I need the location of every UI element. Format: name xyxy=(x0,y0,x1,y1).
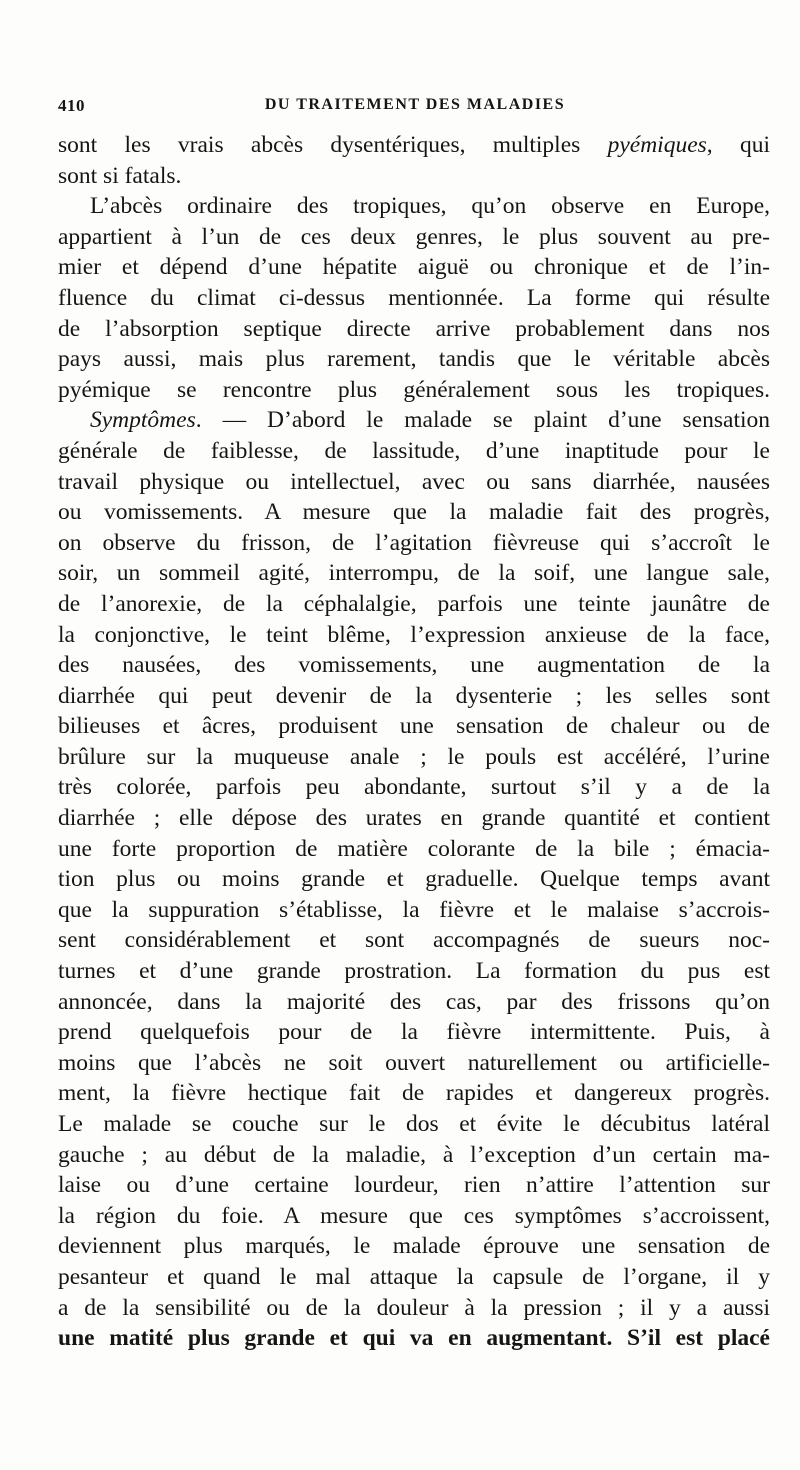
text-line: ou vomissements. A mesure que la maladie fait des progrès, xyxy=(58,499,770,526)
text-line: prend quelquefois pour de la fièvre intermittente. Puis, à xyxy=(58,1019,770,1046)
text-line: laise ou d’une certaine lourdeur, rien n’attire l’attention sur xyxy=(58,1172,770,1199)
text-line: diarrhée ; elle dépose des urates en grande quantité et contient xyxy=(58,805,770,832)
text-line: L’abcès ordinaire des tropiques, qu’on observe en Europe, xyxy=(90,193,770,220)
text-line: de l’absorption septique directe arrive probablement dans nos xyxy=(58,315,770,342)
text-line: turnes et d’une grande prostration. La formation du pus est xyxy=(58,958,770,985)
running-title: DU TRAITEMENT DES MALADIES xyxy=(264,96,566,113)
text-line: brûlure sur la muqueuse anale ; le pouls est accéléré, l’urine xyxy=(58,743,770,770)
text-line: pays aussi, mais plus rarement, tandis que le véritable abcès xyxy=(58,346,770,373)
text-line: que la suppuration s’établisse, la fièvre et le malaise s’accrois- xyxy=(58,896,770,923)
text-line: diarrhée qui peut devenir de la dysenterie ; les selles sont xyxy=(58,682,770,709)
text-line: la conjonctive, le teint blême, l’expression anxieuse de la face, xyxy=(58,621,770,648)
text-line: de l’anorexie, de la céphalalgie, parfois une teinte jaunâtre de xyxy=(58,590,770,617)
text-line: sont les vrais abcès dysentériques, multiples pyémiques, qui xyxy=(58,132,770,158)
text-line: deviennent plus marqués, le malade éprouve une sensation de xyxy=(58,1233,770,1260)
text-line: ment, la fièvre hectique fait de rapides et dangereux progrès. xyxy=(58,1080,770,1107)
text-line: tion plus ou moins grande et graduelle. Quelque temps avant xyxy=(58,866,770,893)
text-line: on observe du frisson, de l’agitation fièvreuse qui s’accroît le xyxy=(58,529,770,556)
text-line: Le malade se couche sur le dos et évite le décubitus latéral xyxy=(58,1111,770,1137)
text-line: Symptômes. — D’abord le malade se plaint d’une sensation xyxy=(90,407,770,434)
text-line: gauche ; au début de la maladie, à l’exception d’un certain ma- xyxy=(58,1141,770,1168)
text-line: annoncée, dans la majorité des cas, par des frissons qu’on xyxy=(58,988,770,1015)
page-number: 410 xyxy=(58,96,85,115)
text-line: très colorée, parfois peu abondante, surtout s’il y a de la xyxy=(58,774,770,801)
text-line: bilieuses et âcres, produisent une sensation de chaleur ou de xyxy=(58,713,770,740)
text-line: mier et dépend d’une hépatite aiguë ou chronique et de l’in- xyxy=(58,254,770,281)
text-line: une forte proportion de matière colorante de la bile ; émacia- xyxy=(58,835,770,862)
text-line: sent considérablement et sont accompagnés de sueurs noc- xyxy=(58,927,770,954)
text-line: pyémique se rencontre plus généralement sous les tropiques. xyxy=(58,376,770,403)
text-line: moins que l’abcès ne soit ouvert naturellement ou artificielle- xyxy=(58,1049,770,1076)
text-line: a de la sensibilité ou de la douleur à la pression ; il y a aussi xyxy=(58,1294,770,1321)
text-line: pesanteur et quand le mal attaque la capsule de l’organe, il y xyxy=(58,1263,770,1290)
text-line: générale de faiblesse, de lassitude, d’une inaptitude pour le xyxy=(58,437,770,464)
text-line: fluence du climat ci-dessus mentionnée. La forme qui résulte xyxy=(58,284,770,311)
running-head xyxy=(58,96,772,120)
text-line: des nausées, des vomissements, une augmentation de la xyxy=(58,652,770,679)
text-line: appartient à l’un de ces deux genres, le plus souvent au pre- xyxy=(58,223,770,250)
text-line: travail physique ou intellectuel, avec ou sans diarrhée, nausées xyxy=(58,468,770,495)
text-line: une matité plus grande et qui va en augmentant. S’il est placé xyxy=(58,1325,770,1352)
text-line: la région du foie. A mesure que ces symptômes s’accroissent, xyxy=(58,1202,770,1229)
text-line: soir, un sommeil agité, interrompu, de la soif, une langue sale, xyxy=(58,560,770,587)
text-line: sont si fatals. xyxy=(58,162,182,189)
body-text xyxy=(58,130,770,1354)
